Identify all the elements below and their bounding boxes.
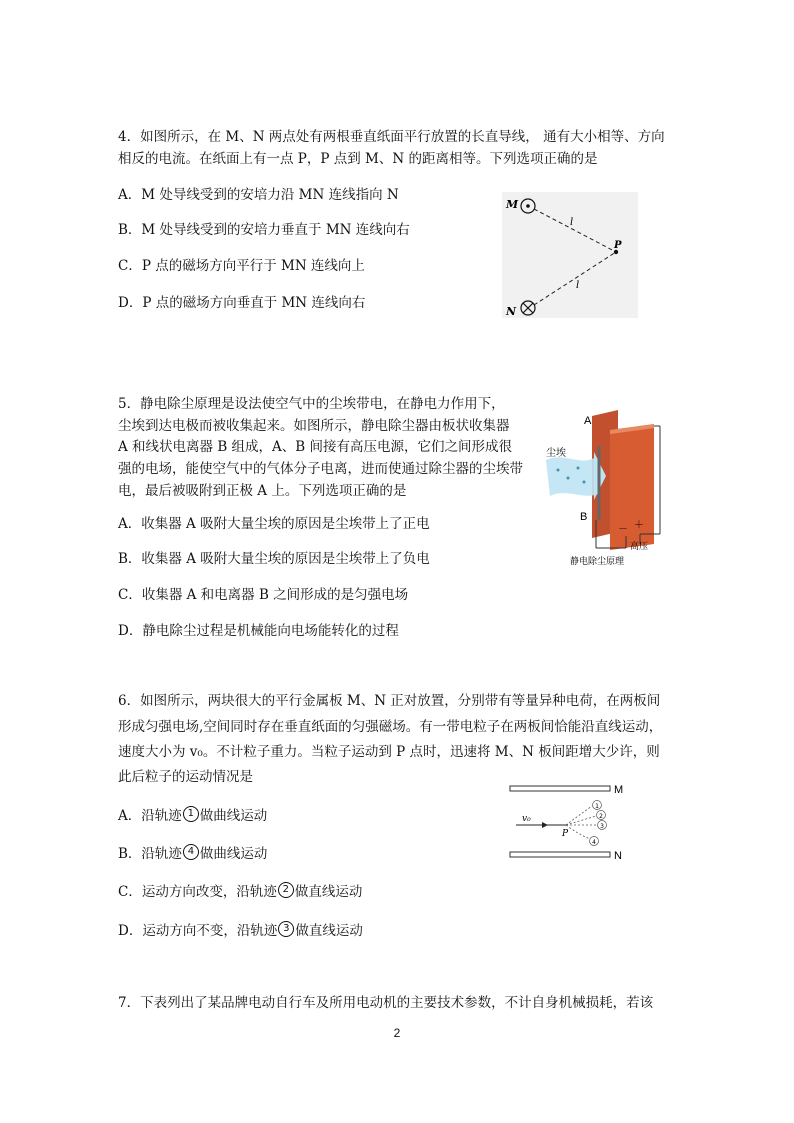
q4-label-n: N xyxy=(506,305,517,318)
q4-option-d: D．P 点的磁场方向垂直于 MN 连线向右 xyxy=(118,295,366,311)
q6-label-m: M xyxy=(614,784,624,796)
q4-label-l-bottom: l xyxy=(576,280,580,291)
q5-option-c: C．收集器 A 和电离器 B 之间形成的是匀强电场 xyxy=(118,587,409,603)
q4-option-c: C．P 点的磁场方向平行于 MN 连线向上 xyxy=(118,258,365,274)
trajectory-label-1: 1 xyxy=(595,803,599,810)
trajectory-4 xyxy=(566,825,590,839)
circled-number: 4 xyxy=(183,844,199,860)
q4-option-b: B．M 处导线受到的安培力垂直于 MN 连线向右 xyxy=(118,222,410,238)
q4-figure xyxy=(502,192,638,318)
trajectory-label-3: 3 xyxy=(600,823,604,830)
q5-label-high-voltage: 高压 xyxy=(630,542,649,552)
q5-label-plus: ＋ xyxy=(634,520,644,531)
q6-stem-line-1: 6．如图所示，两块很大的平行金属板 M、N 正对放置，分别带有等量异种电荷，在两板间 xyxy=(118,693,661,709)
q4-option-a: A．M 处导线受到的安培力沿 MN 连线指向 N xyxy=(118,187,399,203)
q5-stem-line-2: 尘埃到达电极而被收集起来。如图所示，静电除尘器由板状收集器 xyxy=(118,418,510,434)
q6-stem-line-2: 形成匀强电场,空间同时存在垂直纸面的匀强磁场。有一带电粒子在两板间恰能沿直线运动， xyxy=(118,719,663,735)
q4-stem-line-1: 4．如图所示，在 M、N 两点处有两根垂直纸面平行放置的长直导线， 通有大小相等、方向 xyxy=(118,129,665,145)
q5-option-b: B．收集器 A 吸附大量尘埃的原因是尘埃带上了负电 xyxy=(118,551,430,567)
circled-number: 3 xyxy=(278,921,294,937)
q6-stem-line-3: 速度大小为 v₀。不计粒子重力。当粒子运动到 P 点时，迅速将 M、N 板间距增大少许，则 xyxy=(118,744,660,760)
q6-label-p: P xyxy=(562,829,569,839)
q5-stem-line-3: A 和线状电离器 B 组成，A、B 间接有高压电源，它们之间形成很 xyxy=(118,439,513,455)
q5-figure xyxy=(544,408,668,568)
q4-label-l-top: l xyxy=(570,217,574,228)
q5-option-a: A．收集器 A 吸附大量尘埃的原因是尘埃带上了正电 xyxy=(118,516,430,532)
page-number: 2 xyxy=(393,1026,401,1040)
circled-number: 1 xyxy=(183,806,199,822)
plate-m xyxy=(510,786,610,791)
plate-n xyxy=(510,852,610,857)
q6-option-d: D．运动方向不变，沿轨迹 3 做直线运动 xyxy=(118,923,363,939)
q6-label-n: N xyxy=(614,850,622,862)
q6-stem-line-4: 此后粒子的运动情况是 xyxy=(118,769,253,785)
q5-stem-line-4: 强的电场，能使空气中的气体分子电离，进而使通过除尘器的尘埃带 xyxy=(118,461,523,477)
velocity-arrow xyxy=(542,822,548,828)
q6-option-a: A．沿轨迹 1 做曲线运动 xyxy=(118,808,268,824)
q6-option-c: C．运动方向改变，沿轨迹 2 做直线运动 xyxy=(118,884,363,900)
trajectory-1 xyxy=(566,806,592,825)
q4-label-m: M xyxy=(506,198,519,211)
q6-label-v0: v₀ xyxy=(522,814,531,824)
q5-label-dust: 尘埃 xyxy=(546,448,566,459)
q5-stem-line-1: 5．静电除尘原理是设法使空气中的尘埃带电，在静电力作用下， xyxy=(118,396,505,412)
trajectory-label-2: 2 xyxy=(599,813,603,820)
q6-option-b: B．沿轨迹 4 做曲线运动 xyxy=(118,846,268,862)
q4-stem-line-2: 相反的电流。在纸面上有一点 P，P 点到 M、N 的距离相等。下列选项正确的是 xyxy=(118,151,598,167)
circled-number: 2 xyxy=(278,882,294,898)
collector-plate-front xyxy=(610,424,654,550)
q7-stem: 7．下表列出了某品牌电动自行车及所用电动机的主要技术参数，不计自身机械损耗，若该 xyxy=(118,995,654,1011)
q5-label-minus: － xyxy=(618,524,628,535)
q4-label-p: P xyxy=(614,240,622,251)
trajectory-2 xyxy=(566,816,596,825)
q5-stem-line-5: 电，最后被吸附到正极 A 上。下列选项正确的是 xyxy=(118,483,407,499)
q5-option-d: D．静电除尘过程是机械能向电场能转化的过程 xyxy=(118,623,399,639)
q5-label-b: B xyxy=(580,511,588,523)
q5-figure-caption: 静电除尘原理 xyxy=(570,557,625,567)
trajectory-label-4: 4 xyxy=(592,839,596,846)
dust-stream xyxy=(546,457,598,496)
q6-figure xyxy=(506,780,630,862)
q5-label-a: A xyxy=(584,415,592,427)
